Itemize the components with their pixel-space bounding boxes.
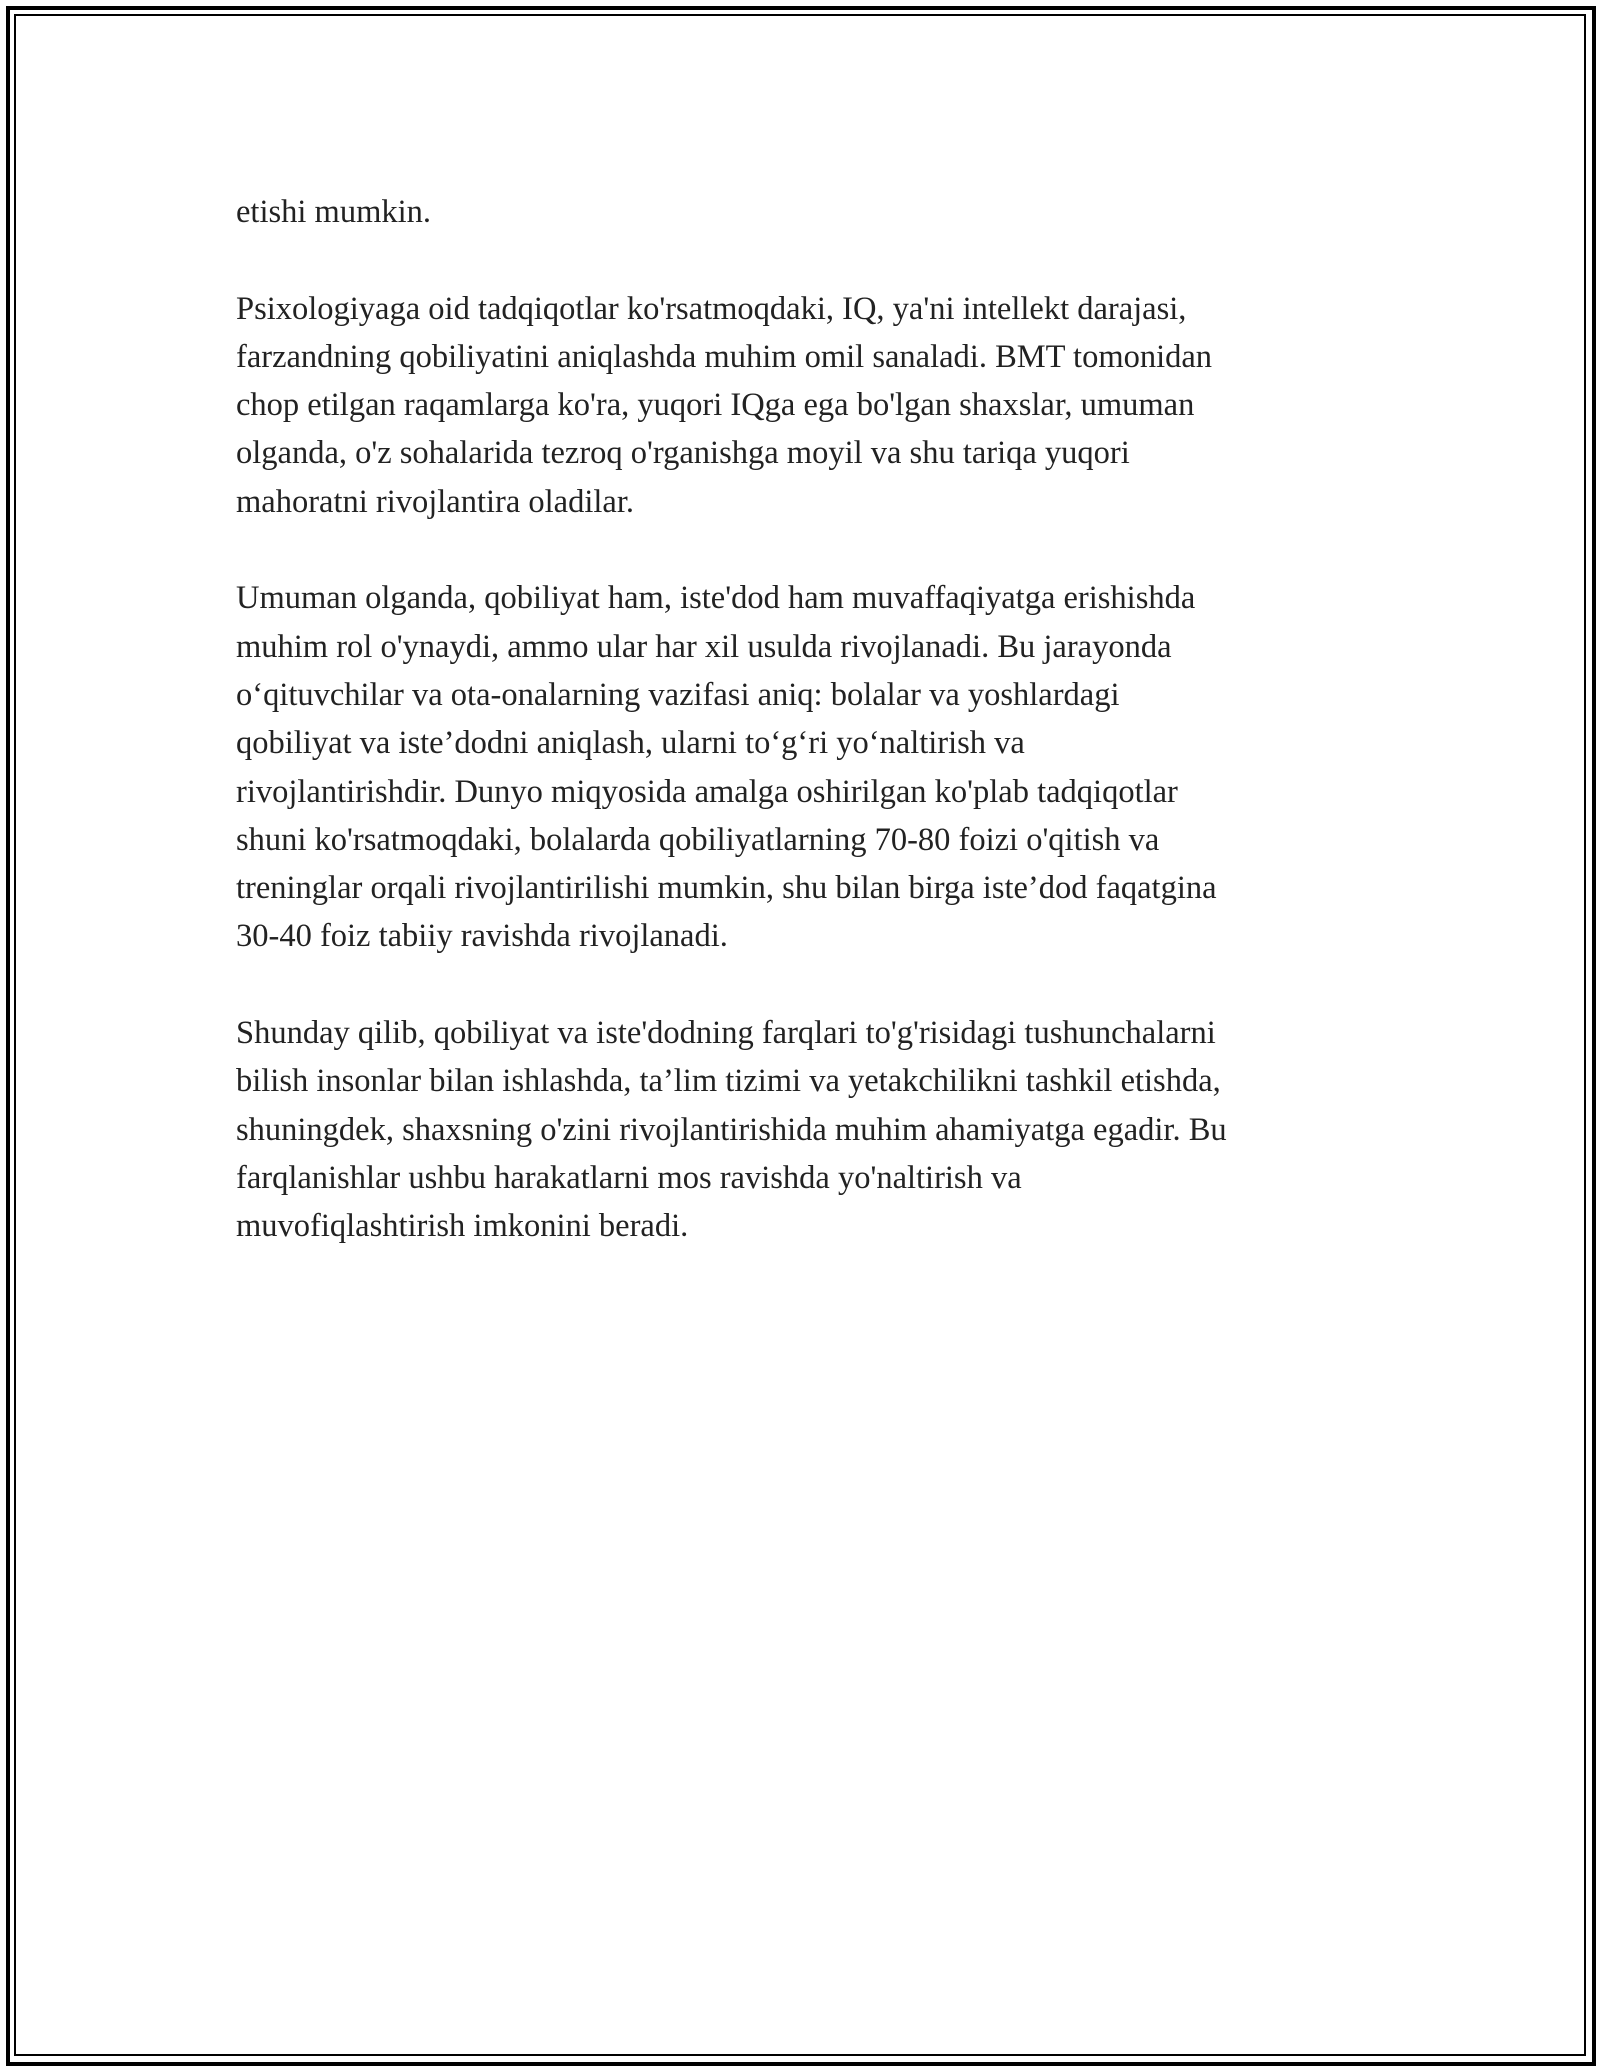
- paragraph-conclusion: Shunday qilib, qobiliyat va iste'dodning farqlari to'g'risidagi tushunchalarni bilish insonlar bilan ishlashda, ta’lim tizimi va yetakchilikni tashkil etishda, shuningdek, shaxsning o'zini rivojlantirishida muhim ahamiyatga egadir. Bu farqlanishlar ushbu harakatlarni mos ravishda yo'naltirish va muvofiqlashtirish imkonini beradi.: [236, 1015, 1227, 1245]
- document-body: [236, 188, 1366, 1299]
- paragraph-continuation: etishi mumkin.: [236, 194, 431, 230]
- paragraph-ability-talent: Umuman olganda, qobiliyat ham, iste'dod ham muvaffaqiyatga erishishda muhim rol o'ynaydi, ammo ular har xil usulda rivojlanadi. Bu jarayonda o‘qituvchilar va ota-onalarning vazifasi aniq: bolalar va yoshlardagi qobiliyat va iste’dodni aniqlash, ularni to‘g‘ri yo‘naltirish va rivojlantirishdir. Dunyo miqyosida amalga oshirilgan ko'plab tadqiqotlar shuni ko'rsatmoqdaki, bolalarda qobiliyatlarning 70-80 foizi o'qitish va treninglar orqali rivojlantirilishi mumkin, shu bilan birga iste’dod faqatgina 30-40 foiz tabiiy ravishda rivojlanadi.: [236, 580, 1217, 955]
- paragraph-iq-research: Psixologiyaga oid tadqiqotlar ko'rsatmoqdaki, IQ, ya'ni intellekt darajasi, farzandning qobiliyatini aniqlashda muhim omil sanaladi. BMT tomonidan chop etilgan raqamlarga ko'ra, yuqori IQga ega bo'lgan shaxslar, umuman olganda, o'z sohalarida tezroq o'rganishga moyil va shu tariqa yuqori mahoratni rivojlantira oladilar.: [236, 290, 1213, 520]
